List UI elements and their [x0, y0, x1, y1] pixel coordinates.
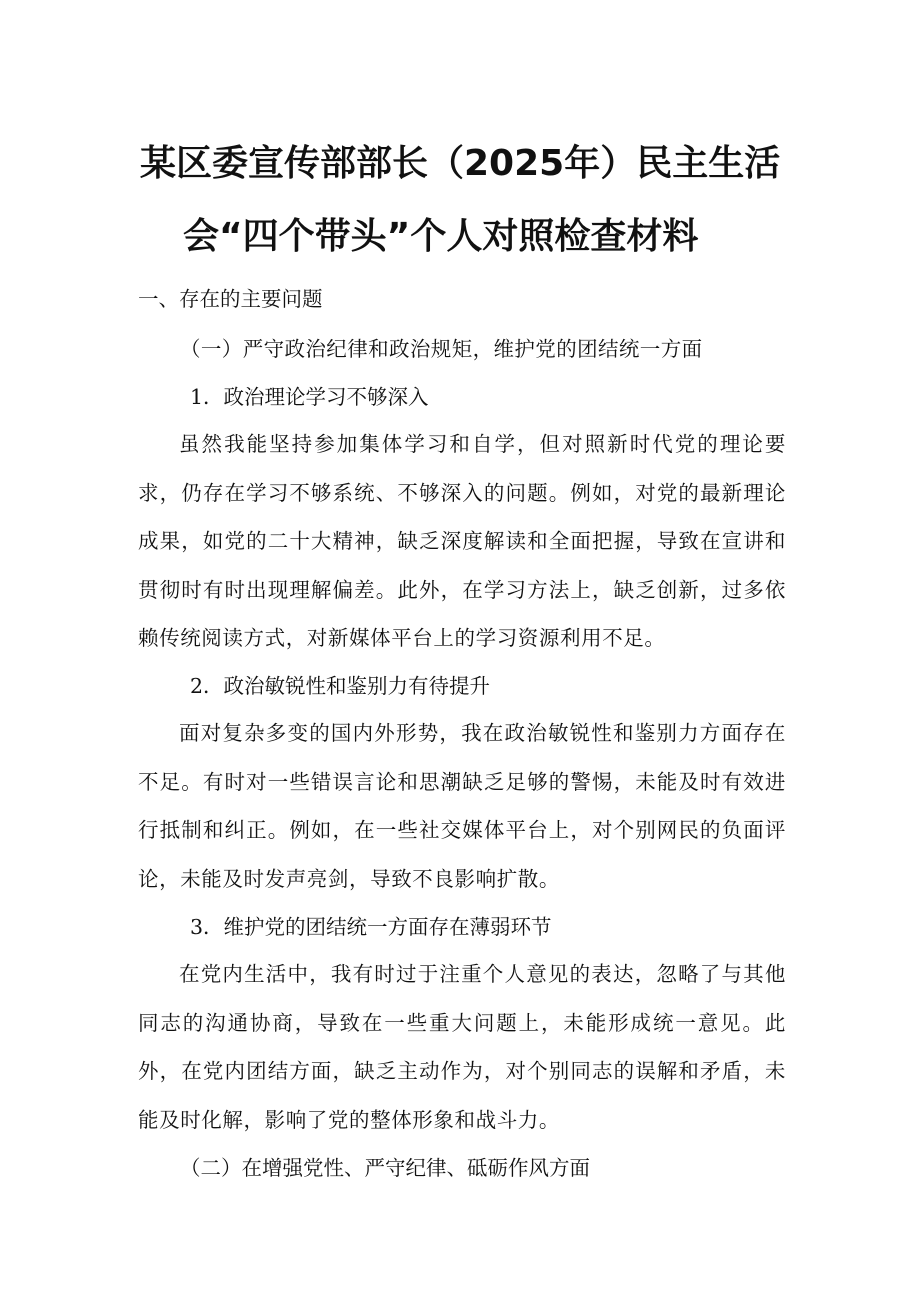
item-heading-2: 2．政治敏锐性和鉴别力有待提升	[190, 674, 491, 698]
document-title-line-1: 某区委宣传部部长（2025年）民主生活	[140, 143, 781, 184]
section-heading: 一、存在的主要问题	[138, 287, 323, 311]
subsection-heading-1: （一）严守政治纪律和政治规矩，维护党的团结统一方面	[180, 337, 703, 361]
paragraph-2: 面对复杂多变的国内外形势，我在政治敏锐性和鉴别力方面存在不足。有时对一些错误言论和思潮缺乏足够的警惕，未能及时有效进行抵制和纠正。例如，在一些社交媒体平台上，对个别网民的负面评论，未能及时发声亮剑，导致不良影响扩散。	[138, 721, 786, 891]
paragraph-1: 虽然我能坚持参加集体学习和自学，但对照新时代党的理论要求，仍存在学习不够系统、不够深入的问题。例如，对党的最新理论成果，如党的二十大精神，缺乏深度解读和全面把握，导致在宣讲和贯彻时有时出现理解偏差。此外，在学习方法上，缺乏创新，过多依赖传统阅读方式，对新媒体平台上的学习资源利用不足。	[138, 432, 786, 650]
item-heading-1: 1．政治理论学习不够深入	[190, 385, 429, 409]
item-heading-3: 3．维护党的团结统一方面存在薄弱环节	[190, 915, 552, 939]
paragraph-3: 在党内生活中，我有时过于注重个人意见的表达，忽略了与其他同志的沟通协商，导致在一些重大问题上，未能形成统一意见。此外，在党内团结方面，缺乏主动作为，对个别同志的误解和矛盾，未能及时化解，影响了党的整体形象和战斗力。	[138, 962, 786, 1132]
subsection-heading-2: （二）在增强党性、严守纪律、砥砺作风方面	[180, 1156, 590, 1180]
document-title-line-2: 会“四个带头”个人对照检查材料	[183, 216, 699, 257]
